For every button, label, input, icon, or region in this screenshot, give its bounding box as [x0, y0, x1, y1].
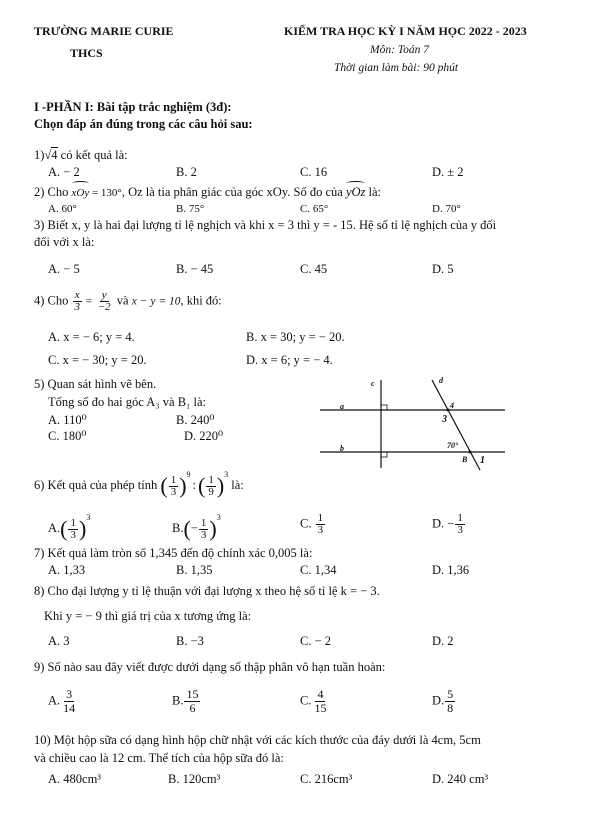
- section-instruction: Chọn đáp án đúng trong các câu hỏi sau:: [34, 117, 253, 131]
- fraction-y-neg2: [96, 290, 113, 313]
- question-4-condition: x − y = 10: [131, 295, 181, 308]
- q6-answer-c: [300, 513, 326, 536]
- q7-answer-c: C. 1,34: [300, 563, 337, 577]
- exponent: 9: [186, 470, 191, 479]
- right-angle-mark-b: [381, 452, 387, 457]
- answer-label: B.: [172, 693, 184, 708]
- fraction-numerator: x: [74, 289, 80, 301]
- question-5-line1: 5) Quan sát hình vẽ bên.: [34, 377, 157, 391]
- question-3-line2: đối với x là:: [34, 235, 95, 249]
- minus-sign: −: [447, 516, 455, 531]
- fraction-denominator: 6: [189, 701, 196, 715]
- angle-xoy: [72, 185, 90, 200]
- label-a: a: [340, 402, 344, 411]
- angle-yoz: [346, 185, 365, 200]
- exponent: 3: [224, 470, 229, 479]
- question-1: [34, 148, 128, 163]
- answer-label: D.: [432, 693, 445, 708]
- question-6-text: 6) Kết quả của phép tính: [34, 478, 158, 492]
- q4-answer-b: B. x = 30; y = − 20.: [246, 330, 345, 344]
- question-9: 9) Số nào sau đây viết được dưới dạng số thập phân vô hạn tuần hoàn:: [34, 660, 386, 674]
- question-8-line1: 8) Cho đại lượng y tỉ lệ thuận với đại lượng x theo hệ số tỉ lệ k = − 3.: [34, 584, 380, 598]
- answer-fraction: [312, 688, 328, 715]
- school-name: TRƯỜNG MARIE CURIE: [34, 24, 174, 38]
- label-c: c: [371, 379, 375, 388]
- q10-answer-d: D. 240 cm³: [432, 772, 489, 786]
- q2-answer-b: B. 75°: [176, 203, 205, 215]
- question-4-end: , khi đó:: [180, 293, 222, 308]
- label-d: d: [439, 376, 443, 385]
- question-4-prefix: 4) Cho: [34, 293, 72, 308]
- fraction-x-3: [73, 290, 83, 313]
- q3-answer-c: C. 45: [300, 262, 328, 276]
- q3-answer-d: D. 5: [432, 262, 454, 276]
- answer-fraction: [61, 688, 77, 715]
- fraction-numerator: 1: [457, 512, 463, 524]
- fraction-denominator: 3: [70, 528, 76, 541]
- fraction-denominator: 3: [74, 301, 80, 313]
- q9-answer-c: [300, 688, 329, 715]
- paren-close: ): [78, 516, 87, 542]
- answer-label: B.: [172, 521, 184, 535]
- q10-answer-b: B. 120cm³: [168, 772, 221, 786]
- paren-close: ): [179, 473, 187, 499]
- q9-answer-b: [172, 688, 201, 715]
- question-2-mid: , Oz là tia phân giác của góc xOy. Số đo của: [121, 185, 346, 199]
- fraction-1-9: [206, 475, 216, 498]
- label-3: 3: [442, 414, 447, 425]
- exam-duration: Thời gian làm bài: 90 phút: [334, 62, 459, 74]
- q5-answer-c: C. 180⁰: [48, 429, 87, 443]
- label-4: 4: [450, 401, 454, 410]
- question-2-end: là:: [365, 185, 382, 199]
- q5-answer-a: A. 110⁰: [48, 413, 87, 427]
- q6-answer-b: [172, 513, 221, 541]
- q10-answer-a: A. 480cm³: [48, 772, 102, 786]
- angle-arc-icon: [346, 181, 365, 186]
- exam-title: KIỂM TRA HỌC KỲ I NĂM HỌC 2022 - 2023: [284, 24, 527, 38]
- q10-answer-c: C. 216cm³: [300, 772, 353, 786]
- answer-label: C.: [300, 516, 312, 531]
- answer-fraction: [445, 688, 455, 715]
- angle-yoz-text: yOz: [345, 185, 366, 199]
- answer-fraction: [199, 518, 209, 541]
- paren-open: (: [60, 516, 68, 542]
- label-70: 70°: [447, 441, 459, 450]
- geometry-figure: [320, 372, 520, 472]
- q6-expression: [160, 470, 231, 499]
- right-angle-mark-a: [381, 405, 387, 410]
- q9-answer-d: [432, 688, 456, 715]
- q5-answer-d: D. 220⁰: [184, 429, 224, 443]
- radicand: 4: [51, 148, 58, 162]
- q7-answer-b: B. 1,35: [176, 563, 213, 577]
- q1-answer-b: B. 2: [176, 165, 197, 179]
- q2-answer-c: C. 65°: [300, 203, 329, 215]
- fraction-numerator: 1: [200, 516, 207, 529]
- equals-sign: =: [83, 295, 95, 308]
- answer-label: C.: [300, 693, 312, 708]
- paren-close: ): [209, 516, 217, 542]
- fraction-numerator: 4: [317, 687, 324, 701]
- line-d: [432, 380, 480, 470]
- fraction-numerator: 1: [170, 473, 177, 486]
- question-4-mid: và: [113, 293, 132, 308]
- q9-answer-a: [48, 688, 78, 715]
- fraction-denominator: 9: [208, 485, 214, 498]
- exponent: 3: [216, 513, 221, 522]
- fraction-denominator: 3: [170, 485, 177, 498]
- angle-value: = 130°: [89, 187, 122, 199]
- question-3-line1: 3) Biết x, y là hai đại lượng tỉ lệ nghịch và khi x = 3 thì y = - 15. Hệ số tỉ lệ nghịch của y đối: [34, 218, 497, 232]
- label-1: 1: [480, 455, 485, 466]
- answer-label: D.: [432, 516, 445, 531]
- answer-fraction: [316, 513, 326, 536]
- q4-answer-d: D. x = 6; y = − 4.: [246, 353, 333, 367]
- division-sign: :: [192, 478, 196, 492]
- q3-answer-b: B. − 45: [176, 262, 214, 276]
- section-title: I -PHẦN I: Bài tập trắc nghiệm (3đ):: [34, 100, 232, 114]
- fraction-denominator: 3: [200, 528, 207, 541]
- q6-answer-d: [432, 513, 466, 536]
- sqrt-symbol: √: [44, 148, 52, 162]
- question-8-line2: Khi y = − 9 thì giá trị của x tương ứng là:: [44, 609, 252, 623]
- question-1-text: có kết quả là:: [57, 148, 128, 162]
- paren-open: (: [183, 516, 191, 542]
- question-10-line2: và chiều cao là 12 cm. Thể tích của hộp sữa đó là:: [34, 751, 284, 765]
- question-10-line1: 10) Một hộp sữa có dạng hình hộp chữ nhật với các kích thước của đáy dưới là 4cm, 5cm: [34, 733, 481, 747]
- q1-answer-c: C. 16: [300, 165, 328, 179]
- q3-answer-a: A. − 5: [48, 262, 80, 276]
- fraction-denominator: 14: [63, 701, 76, 715]
- fraction-numerator: 3: [66, 687, 73, 701]
- q8-answer-b: B. −3: [176, 634, 204, 648]
- question-6-end: là:: [231, 478, 244, 492]
- angle-arc-icon: [72, 181, 90, 186]
- paren-open: (: [198, 473, 206, 499]
- fraction-denominator: −2: [97, 301, 111, 313]
- point-b: [469, 451, 472, 454]
- exam-subject: Môn: Toán 7: [370, 44, 429, 56]
- paren-open: (: [160, 473, 168, 499]
- school-level: THCS: [70, 46, 103, 60]
- q2-answer-d: D. 70°: [432, 203, 461, 215]
- label-b: b: [340, 444, 344, 453]
- answer-label: A.: [48, 521, 61, 535]
- angle-xoy-text: xOy: [71, 187, 90, 199]
- fraction-numerator: 1: [70, 516, 76, 529]
- question-5-line2: Tổng số đo hai góc A₃ và B₁ là:: [48, 395, 207, 409]
- fraction-numerator: 1: [317, 512, 324, 524]
- q8-answer-a: A. 3: [48, 634, 70, 648]
- q4-answer-c: C. x = − 30; y = 20.: [48, 353, 147, 367]
- q7-answer-d: D. 1,36: [432, 563, 470, 577]
- minus-sign: −: [190, 521, 198, 535]
- question-4: [34, 290, 222, 313]
- q4-answer-a: A. x = − 6; y = 4.: [48, 330, 135, 344]
- q1-answer-a: A. − 2: [48, 165, 80, 179]
- q6-answer-a: [48, 513, 90, 541]
- q5-answer-b: B. 240⁰: [176, 413, 215, 427]
- question-2-prefix: 2) Cho: [34, 185, 72, 199]
- exponent: 3: [86, 513, 91, 522]
- answer-fraction: [184, 688, 200, 715]
- fraction-numerator: 15: [186, 687, 199, 701]
- question-6: [34, 470, 244, 498]
- question-1-number: 1): [34, 148, 45, 162]
- question-7: 7) Kết quả làm tròn số 1,345 đến độ chính xác 0,005 là:: [34, 546, 313, 560]
- fraction-denominator: 3: [457, 524, 463, 536]
- q8-answer-d: D. 2: [432, 634, 454, 648]
- q7-answer-a: A. 1,33: [48, 563, 86, 577]
- fraction-1-3: [169, 475, 179, 498]
- answer-label: A.: [48, 693, 61, 708]
- fraction-denominator: 8: [447, 701, 454, 715]
- fraction-numerator: y: [101, 289, 107, 301]
- fraction-denominator: 15: [314, 701, 327, 715]
- q1-answer-d: D. ± 2: [432, 165, 464, 179]
- fraction-numerator: 5: [447, 687, 454, 701]
- q2-answer-a: A. 60°: [48, 203, 77, 215]
- answer-fraction: [68, 518, 78, 541]
- question-2: [34, 185, 381, 200]
- paren-close: ): [216, 473, 225, 499]
- fraction-denominator: 3: [317, 524, 324, 536]
- fraction-numerator: 1: [208, 473, 214, 486]
- q8-answer-c: C. − 2: [300, 634, 332, 648]
- label-B: B: [462, 455, 468, 464]
- answer-fraction: [455, 513, 465, 536]
